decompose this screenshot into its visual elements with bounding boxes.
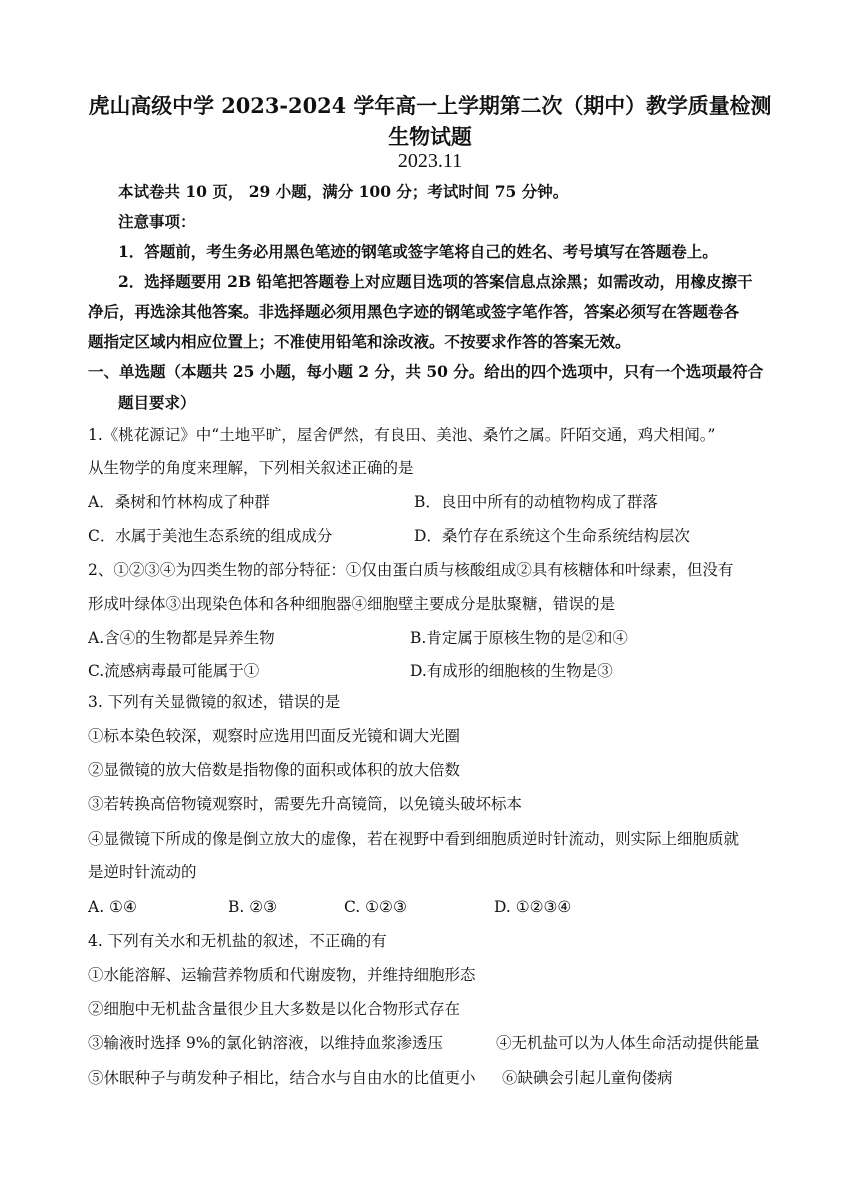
- section-heading-line2: 题目要求）: [118, 393, 196, 412]
- notice-item-2-line3: 题指定区域内相应位置上；不准使用铅笔和涂改液。不按要求作答的答案无效。: [88, 332, 631, 351]
- question-3-option-a: A. ①④: [88, 898, 137, 916]
- question-4-statement-2: ②细胞中无机盐含量很少且大多数是以化合物形式存在: [88, 1000, 461, 1018]
- question-2-option-c: C.流感病毒最可能属于①: [88, 662, 260, 680]
- question-1-option-a: A．桑树和竹林构成了种群: [88, 493, 270, 511]
- question-3-statement-4-line1: ④显微镜下所成的像是倒立放大的虚像，若在视野中看到细胞质逆时针流动，则实际上细胞质就: [88, 830, 740, 848]
- question-2-option-d: D.有成形的细胞核的生物是③: [410, 662, 613, 680]
- question-3-option-d: D. ①②③④: [494, 898, 572, 916]
- question-4-stem: 4. 下列有关水和无机盐的叙述，不正确的有: [88, 932, 387, 950]
- exam-subject: 生物试题: [388, 124, 472, 149]
- notice-item-2-line1: 2．选择题要用 2B 铅笔把答题卷上对应题目选项的答案信息点涂黑；如需改动，用橡皮擦干: [118, 272, 753, 291]
- question-3-stem: 3. 下列有关显微镜的叙述，错误的是: [88, 693, 341, 711]
- question-4-statement-6: ⑥缺碘会引起儿童佝偻病: [502, 1069, 673, 1087]
- question-2-option-a: A.含④的生物都是异养生物: [88, 629, 275, 647]
- exam-date: 2023.11: [397, 150, 463, 172]
- question-3-option-b: B. ②③: [228, 898, 278, 916]
- question-3-statement-4-line2: 是逆时针流动的: [88, 863, 197, 881]
- question-1-option-b: B．良田中所有的动植物构成了群落: [414, 493, 658, 511]
- exam-info: 本试卷共 10 页， 29 小题，满分 100 分；考试时间 75 分钟。: [118, 182, 569, 201]
- question-1-stem-line2: 从生物学的角度来理解，下列相关叙述正确的是: [88, 459, 414, 477]
- question-2-stem-line2: 形成叶绿体③出现染色体和各种细胞器④细胞壁主要成分是肽聚糖，错误的是: [88, 595, 616, 613]
- question-4-statement-1: ①水能溶解、运输营养物质和代谢废物，并维持细胞形态: [88, 966, 476, 984]
- question-2-stem-line1: 2、①②③④为四类生物的部分特征：①仅由蛋白质与核酸组成②具有核糖体和叶绿素，但没有: [88, 561, 734, 579]
- question-3-statement-1: ①标本染色较深，观察时应选用凹面反光镜和调大光圈: [88, 727, 461, 745]
- question-3-statement-2: ②显微镜的放大倍数是指物像的面积或体积的放大倍数: [88, 761, 461, 779]
- question-4-statement-4: ④无机盐可以为人体生命活动提供能量: [496, 1034, 760, 1052]
- question-3-statement-3: ③若转换高倍物镜观察时，需要先升高镜筒，以免镜头破坏标本: [88, 795, 523, 813]
- question-4-statement-5: ⑤休眠种子与萌发种子相比，结合水与自由水的比值更小: [88, 1069, 476, 1087]
- notice-item-2-line2: 净后，再选涂其他答案。非选择题必须用黑色字迹的钢笔或签字笔作答，答案必须写在答题卷各: [88, 302, 740, 321]
- question-1-stem-line1: 1.《桃花源记》中“土地平旷，屋舍俨然，有良田、美池、桑竹之属。阡陌交通，鸡犬相闻。”: [88, 426, 716, 444]
- notice-item-1: 1．答题前，考生务必用黑色笔迹的钢笔或签字笔将自己的姓名、考号填写在答题卷上。: [118, 242, 718, 261]
- exam-title: 虎山高级中学 2023-2024 学年高一上学期第二次（期中）教学质量检测: [88, 93, 772, 118]
- question-3-option-c: C. ①②③: [344, 898, 407, 916]
- notice-title: 注意事项：: [118, 212, 196, 231]
- question-1-option-d: D．桑竹存在系统这个生命系统结构层次: [414, 527, 690, 545]
- section-heading-line1: 一、单选题（本题共 25 小题，每小题 2 分，共 50 分。给出的四个选项中，只有一个选项最符合: [88, 362, 764, 381]
- question-4-statement-3: ③输液时选择 9%的氯化钠溶液，以维持血浆渗透压: [88, 1034, 444, 1052]
- question-1-option-c: C．水属于美池生态系统的组成成分: [88, 527, 333, 545]
- question-2-option-b: B.肯定属于原核生物的是②和④: [410, 629, 628, 647]
